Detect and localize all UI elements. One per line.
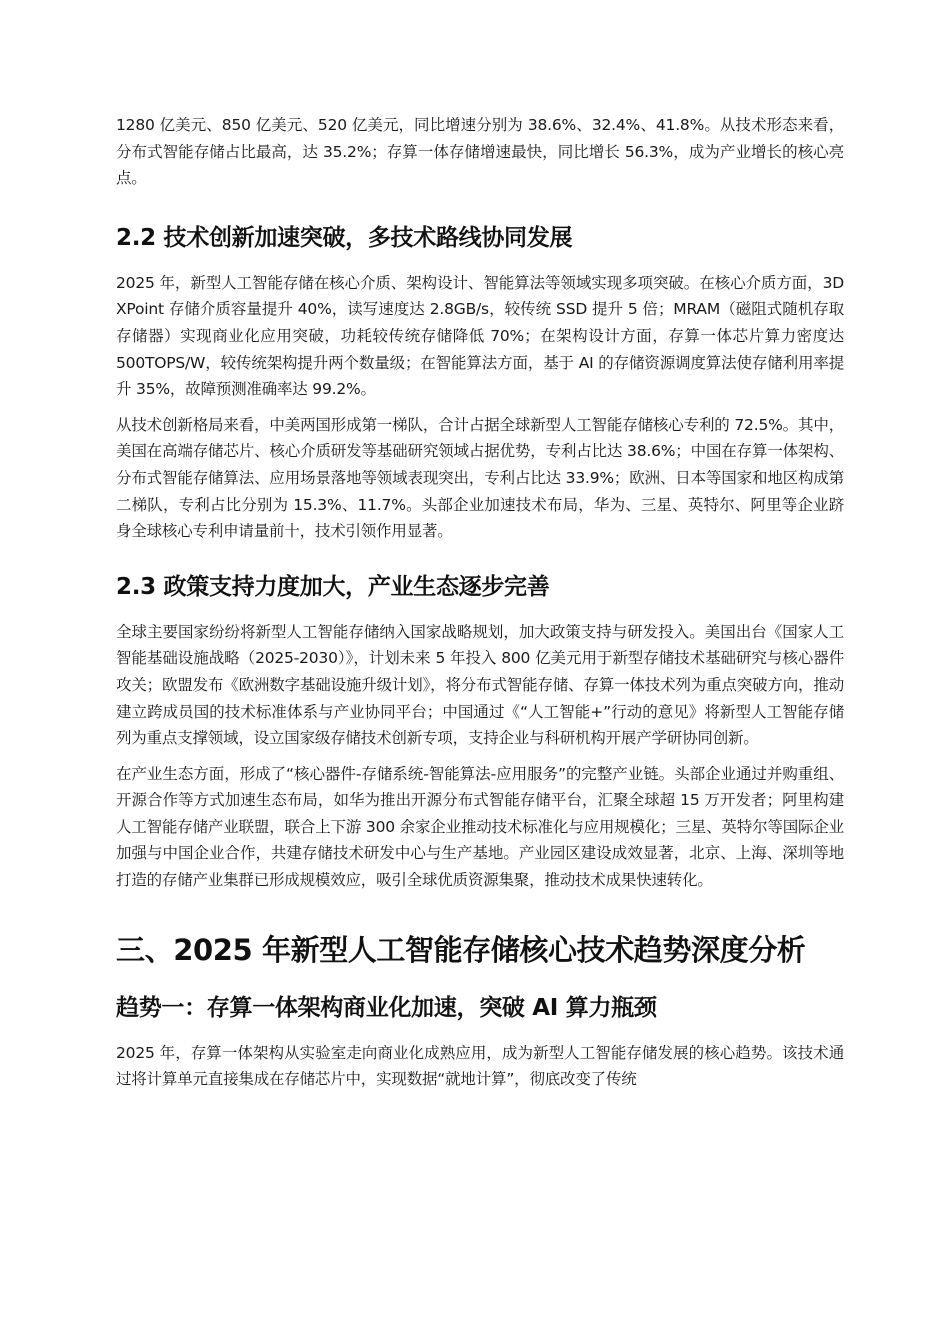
section-2-2-paragraph-2: 从技术创新格局来看，中美两国形成第一梯队，合计占据全球新型人工智能存储核心专利的 72.5%。其中，美国在高端存储芯片、核心介质研发等基础研究领域占据优势，专利占比达 38.6%；中国在存算一体架构、分布式智能存储算法、应用场景落地等领域表现突出，专利占比达 33.9%；欧洲、日本等国家和地区构成第二梯队，专利占比分别为 15.3%、11.7%。头部企业加速技术布局，华为、三星、英特尔、阿里等企业跻身全球核心专利申请量前十，技术引领作用显著。	[116, 415, 844, 541]
intro-paragraph: 1280 亿美元、850 亿美元、520 亿美元，同比增速分别为 38.6%、32.4%、41.8%。从技术形态来看，分布式智能存储占比最高，达 35.2%；存算一体存储增速最快，同比增长 56.3%，成为产业增长的核心亮点。	[116, 116, 844, 188]
section-2-3-paragraph-1: 全球主要国家纷纷将新型人工智能存储纳入国家战略规划，加大政策支持与研发投入。美国出台《国家人工智能基础设施战略（2025-2030）》，计划未来 5 年投入 800 亿美元用于新型存储技术基础研究与核心器件攻关；欧盟发布《欧洲数字基础设施升级计划》，将分布式智能存储、存算一体技术列为重点突破方向，推动建立跨成员国的技术标准体系与产业协同平台；中国通过《“人工智能+”行动的意见》将新型人工智能存储列为重点支撑领域，设立国家级存储技术创新专项，支持企业与科研机构开展产学研协同创新。	[116, 622, 844, 748]
section-3-heading: 三、2025 年新型人工智能存储核心技术趋势深度分析	[116, 932, 806, 967]
section-2-2-paragraph-1: 2025 年，新型人工智能存储在核心介质、架构设计、智能算法等领域实现多项突破。在核心介质方面，3D XPoint 存储介质容量提升 40%，读写速度达 2.8GB/s，较传统 SSD 提升 5 倍；MRAM（磁阻式随机存取存储器）实现商业化应用突破，功耗较传统存储降低 70%；在架构设计方面，存算一体芯片算力密度达 500TOPS/W，较传统架构提升两个数量级；在智能算法方面，基于 AI 的存储资源调度算法使存储利用率提升 35%，故障预测准确率达 99.2%。	[116, 273, 844, 399]
section-2-3-heading: 2.3 政策支持力度加大，产业生态逐步完善	[116, 573, 550, 600]
trend-1-heading: 趋势一：存算一体架构商业化加速，突破 AI 算力瓶颈	[116, 994, 657, 1021]
document-page	[116, 112, 844, 1093]
trend-1-paragraph: 2025 年，存算一体架构从实验室走向商业化成熟应用，成为新型人工智能存储发展的核心趋势。该技术通过将计算单元直接集成在存储芯片中，实现数据“就地计算”，彻底改变了传统	[116, 1043, 844, 1089]
section-2-2-heading: 2.2 技术创新加速突破，多技术路线协同发展	[116, 224, 573, 251]
section-2-3-paragraph-2: 在产业生态方面，形成了“核心器件-存储系统-智能算法-应用服务”的完整产业链。头部企业通过并购重组、开源合作等方式加速生态布局，如华为推出开源分布式智能存储平台，汇聚全球超 15 万开发者；阿里构建人工智能存储产业联盟，联合上下游 300 余家企业推动技术标准化与应用规模化；三星、英特尔等国际企业加强与中国企业合作，共建存储技术研发中心与生产基地。产业园区建设成效显著，北京、上海、深圳等地打造的存储产业集群已形成规模效应，吸引全球优质资源集聚，推动技术成果快速转化。	[116, 764, 844, 890]
